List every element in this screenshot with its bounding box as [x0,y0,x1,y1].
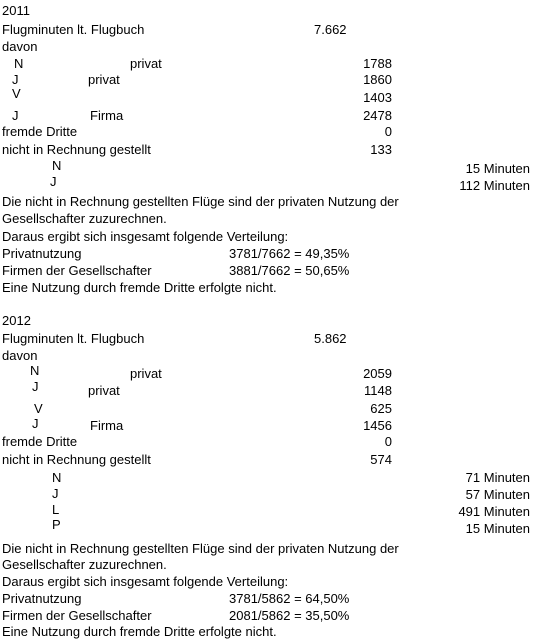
row-value: 1403 [363,90,392,105]
row-name: N [30,363,40,378]
row-type: Firma [90,108,124,123]
row-name: V [12,86,21,101]
row-name: N [14,56,24,71]
paragraph-line: Die nicht in Rechnung gestellten Flüge sind der privaten Nutzung der [2,194,399,209]
privat-calc: 3781/7662 = 49,35% [229,246,350,261]
row-name: J [32,379,39,394]
row-type: privat [88,72,120,87]
paragraph-line: Daraus ergibt sich insgesamt folgende Verteilung: [2,229,289,244]
davon-label: davon [2,348,38,363]
row-type: privat [88,383,120,398]
row-type: Firma [90,418,124,433]
row-name: J [12,72,19,87]
nicht-value: 133 [370,142,392,157]
fremde-label: fremde Dritte [2,124,78,139]
davon-label: davon [2,39,38,54]
year-heading: 2011 [2,3,30,18]
firmen-label: Firmen der Gesellschafter [2,263,152,278]
nicht-row-name: J [52,486,59,501]
row-type: privat [130,56,162,71]
privat-label: Privatnutzung [2,246,82,261]
row-value: 2478 [363,108,392,123]
row-name: J [12,108,19,123]
closing-line: Eine Nutzung durch fremde Dritte erfolgte nicht. [2,280,277,295]
fremde-value: 0 [384,434,392,449]
row-name: J [32,416,39,431]
paragraph-line: Gesellschafter zuzurechnen. [2,211,167,226]
flight-minutes-label: Flugminuten lt. Flugbuch [2,331,145,346]
nicht-row-minutes: 15 Minuten [465,161,530,176]
closing-line: Eine Nutzung durch fremde Dritte erfolgte nicht. [2,624,277,639]
nicht-row-minutes: 112 Minuten [459,178,530,193]
row-value: 1788 [363,56,392,71]
row-value: 1860 [363,72,392,87]
flight-minutes-total: 5.862 [314,331,347,346]
nicht-row-name: N [52,470,62,485]
nicht-label: nicht in Rechnung gestellt [2,452,151,467]
paragraph-line: Die nicht in Rechnung gestellten Flüge sind der privaten Nutzung der [2,541,399,556]
firmen-label: Firmen der Gesellschafter [2,608,152,623]
row-value: 625 [370,401,392,416]
nicht-row-name: J [50,174,57,189]
row-name: V [34,401,43,416]
row-value: 2059 [363,366,392,381]
nicht-label: nicht in Rechnung gestellt [2,142,151,157]
privat-label: Privatnutzung [2,591,82,606]
paragraph-line: Gesellschafter zuzurechnen. [2,557,167,572]
firmen-calc: 2081/5862 = 35,50% [229,608,350,623]
nicht-row-name: L [52,502,60,517]
nicht-row-minutes: 491 Minuten [458,504,530,519]
row-type: privat [130,366,162,381]
row-value: 1148 [364,383,392,398]
nicht-row-minutes: 71 Minuten [465,470,530,485]
fremde-label: fremde Dritte [2,434,78,449]
firmen-calc: 3881/7662 = 50,65% [229,263,350,278]
paragraph-line: Daraus ergibt sich insgesamt folgende Verteilung: [2,574,289,589]
flight-minutes-label: Flugminuten lt. Flugbuch [2,22,145,37]
fremde-value: 0 [384,124,392,139]
nicht-row-name: N [52,158,62,173]
privat-calc: 3781/5862 = 64,50% [229,591,350,606]
year-heading: 2012 [2,313,31,328]
row-value: 1456 [363,418,392,433]
nicht-row-minutes: 57 Minuten [465,487,530,502]
nicht-row-name: P [52,517,61,532]
flight-minutes-total: 7.662 [314,22,347,37]
nicht-value: 574 [370,452,392,467]
nicht-row-minutes: 15 Minuten [465,521,530,536]
